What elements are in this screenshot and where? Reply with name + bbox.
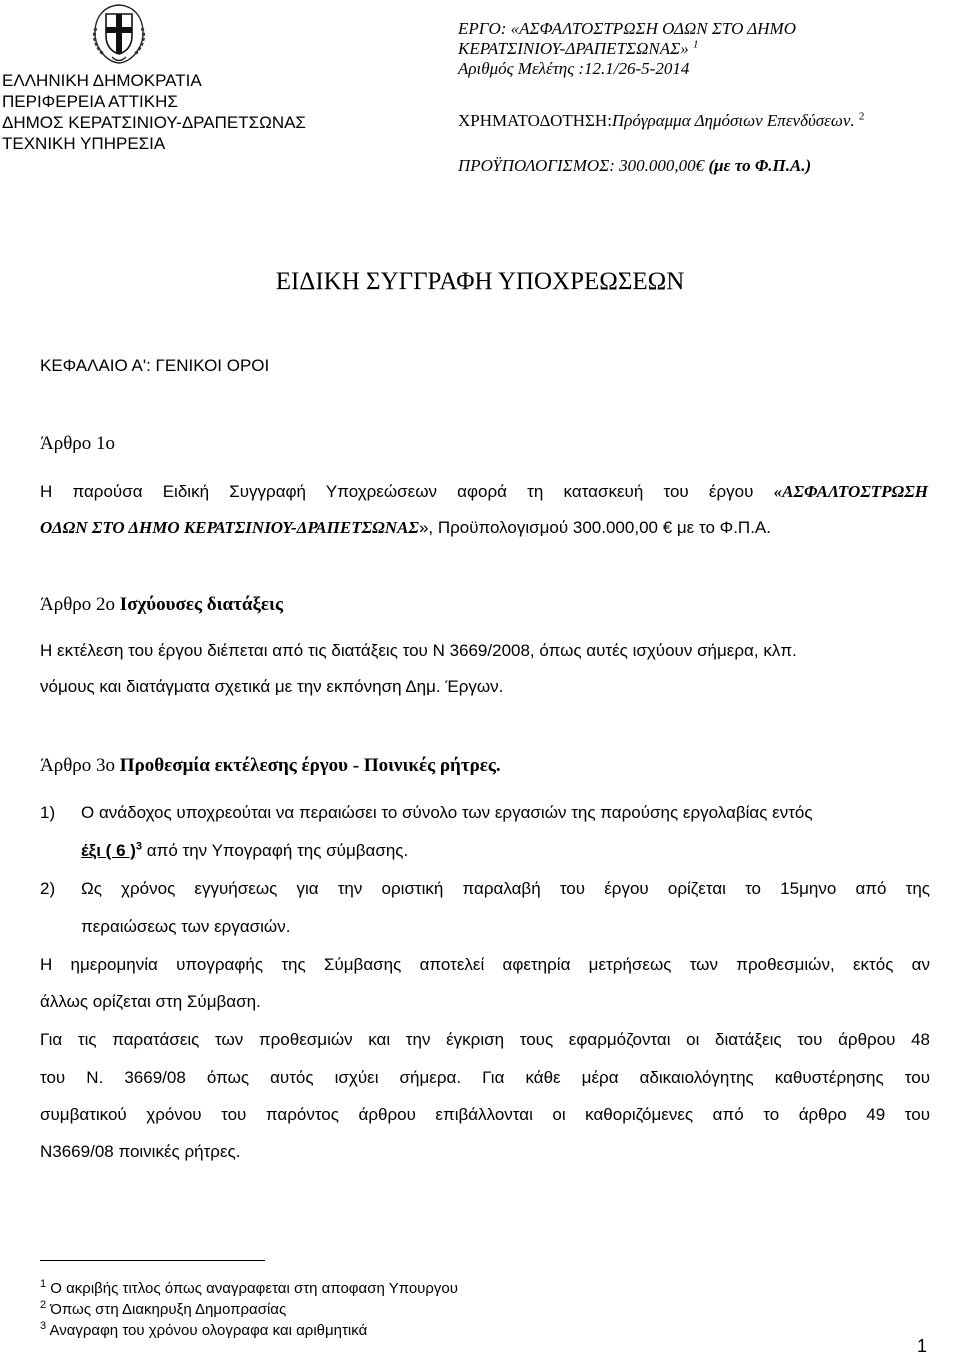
- budget-label: ΠΡΟΫΠΟΛΟΓΙΣΜΟΣ: 300.000,00€: [458, 156, 709, 175]
- article1-heading: Άρθρο 1ο: [40, 433, 116, 454]
- article2-line1: Η εκτέλεση του έργου διέπεται από τις διατάξεις του Ν 3669/2008, όπως αυτές ισχύουν σήμερα, κλπ.: [40, 641, 797, 660]
- chapter-heading: ΚΕΦΑΛΑΙΟ Α': ΓΕΝΙΚΟΙ ΟΡΟΙ: [40, 356, 270, 375]
- footnote: [40, 1301, 286, 1318]
- budget-line: [458, 156, 811, 176]
- list-item-line: [81, 841, 408, 861]
- article1-text: », Προϋπολογισμού 300.000,00 € με το Φ.Π.Α.: [418, 518, 771, 537]
- org-line: ΠΕΡΙΦΕΡΕΙΑ ΑΤΤΙΚΗΣ: [2, 92, 178, 111]
- list-item-number: 1): [40, 803, 56, 822]
- article1-line1: [40, 482, 928, 502]
- page-number: 1: [917, 1336, 928, 1356]
- article3-heading: [40, 755, 501, 777]
- greek-coat-of-arms-icon: [88, 2, 150, 66]
- list-item-line: περαιώσεως των εργασιών.: [81, 917, 291, 936]
- article2-heading: [40, 594, 283, 616]
- project-block: [458, 19, 796, 79]
- article3-number: Άρθρο 3ο: [40, 755, 120, 776]
- org-line: ΤΕΧΝΙΚΗ ΥΠΗΡΕΣΙΑ: [2, 134, 166, 153]
- paragraph-line: άλλως ορίζεται στη Σύμβαση.: [40, 992, 261, 1011]
- footnote-number: 1: [40, 1278, 47, 1290]
- project-title-line2: [458, 39, 796, 59]
- article2-line2: νόμους και διατάγματα σχετικά με την εκπόνηση Δημ. Έργων.: [40, 677, 504, 696]
- study-number: Αριθμός Μελέτης :12.1/26-5-2014: [458, 59, 690, 78]
- project-name-emph: ΟΔΩΝ ΣΤΟ ΔΗΜΟ ΚΕΡΑΤΣΙΝΙΟΥ-ΔΡΑΠΕΤΣΩΝΑΣ: [40, 518, 419, 537]
- paragraph-line: Για τις παρατάσεις των προθεσμιών και την έγκριση τους εφαρμόζονται οι διατάξεις του άρθρου 48: [40, 1030, 930, 1049]
- article2-title: Ισχύουσες διατάξεις: [119, 594, 283, 615]
- paragraph-line: Η ημερομηνία υπογραφής της Σύμβασης αποτελεί αφετηρία μετρήσεως των προθεσμιών, εκτός αν: [40, 955, 930, 974]
- footnote-ref-2: 2: [858, 110, 865, 123]
- footnote-ref-3: 3: [135, 840, 143, 853]
- footnote: [40, 1322, 367, 1339]
- article1-text: Η παρούσα Ειδική Συγγραφή Υποχρεώσεων αφορά τη κατασκευή του έργου: [40, 482, 774, 501]
- org-block: [2, 70, 306, 154]
- list-item-line: Ο ανάδοχος υποχρεούται να περαιώσει το σύνολο των εργασιών της παρούσης εργολαβίας εντός: [81, 803, 813, 822]
- list-item-number: 2): [40, 879, 56, 898]
- org-line: ΕΛΛΗΝΙΚΗ ΔΗΜΟΚΡΑΤΙΑ: [2, 71, 202, 90]
- footnote-number: 3: [40, 1320, 47, 1332]
- project-title-line1: ΕΡΓΟ: «ΑΣΦΑΛΤΟΣΤΡΩΣΗ ΟΔΩΝ ΣΤΟ ΔΗΜΟ: [458, 19, 796, 38]
- footnote-text: Ο ακριβής τιτλος όπως αναγραφεται στη αποφαση Υπουργου: [50, 1280, 458, 1297]
- funding-label: ΧΡΗΜΑΤΟΔΟΤΗΣΗ:: [458, 111, 612, 130]
- page-title: ΕΙΔΙΚΗ ΣΥΓΓΡΑΦΗ ΥΠΟΧΡΕΩΣΕΩΝ: [275, 268, 685, 295]
- article1-line2: [40, 518, 771, 538]
- list-item-line: Ως χρόνος εγγυήσεως για την οριστική παραλαβή του έργου ορίζεται το 15μηνο από της: [81, 879, 930, 898]
- duration-emph: έξι ( 6 ): [81, 841, 136, 860]
- footnote-divider: [40, 1260, 265, 1261]
- footnote-number: 2: [40, 1299, 47, 1311]
- budget-vat: (με το Φ.Π.Α.): [708, 156, 812, 175]
- footnote: [40, 1280, 458, 1297]
- project-name-emph: «ΑΣΦΑΛΤΟΣΤΡΩΣΗ: [773, 482, 928, 501]
- article3-title: Προθεσμία εκτέλεσης έργου - Ποινικές ρήτρες.: [119, 755, 501, 776]
- funding-value: Πρόγραμμα Δημόσιων Επενδύσεων.: [611, 111, 855, 130]
- funding-line: [458, 111, 864, 131]
- footnote-text: Αναγραφη του χρόνου ολογραφα και αριθμητικά: [49, 1322, 368, 1339]
- footnote-text: Όπως στη Διακηρυξη Δημοπρασίας: [50, 1301, 287, 1318]
- project-title-text: ΚΕΡΑΤΣΙΝΙΟΥ-ΔΡΑΠΕΤΣΩΝΑΣ»: [458, 39, 689, 58]
- paragraph-line: Ν3669/08 ποινικές ρήτρες.: [40, 1142, 241, 1161]
- article2-number: Άρθρο 2ο: [40, 594, 120, 615]
- org-line: ΔΗΜΟΣ ΚΕΡΑΤΣΙΝΙΟΥ-ΔΡΑΠΕΤΣΩΝΑΣ: [2, 113, 306, 132]
- footnote-ref-1: 1: [693, 38, 699, 51]
- list-item-text: από την Υπογραφή της σύμβασης.: [142, 841, 409, 860]
- paragraph-line: συμβατικού χρόνου του παρόντος άρθρου επιβάλλονται οι καθοριζόμενες από το άρθρο 49 του: [40, 1105, 930, 1124]
- paragraph-line: του Ν. 3669/08 όπως αυτός ισχύει σήμερα. Για κάθε μέρα αδικαιολόγητης καθυστέρησης του: [40, 1068, 930, 1087]
